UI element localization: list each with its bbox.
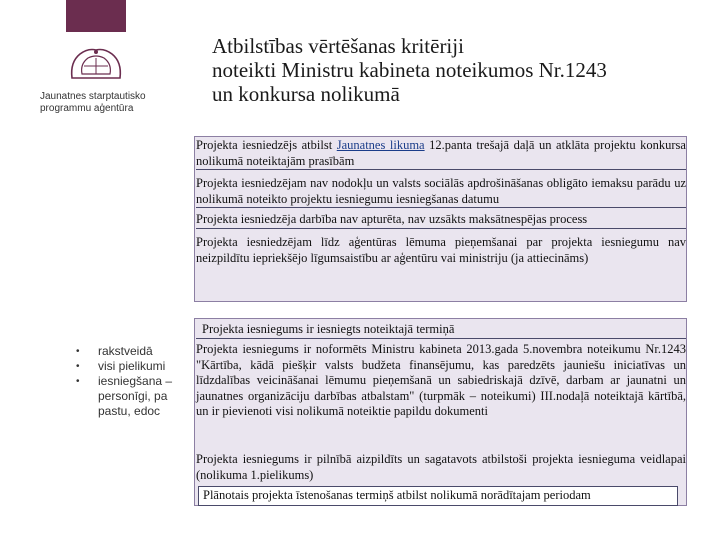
- criterion-4-text: Projekta iesniedzējam līdz aģentūras lēmuma pieņemšanai par projekta iesniegumu nav neizpildītu iepriekšējo līgumsaistību ar aģentūru vai ministriju (ja attiecināms): [196, 235, 686, 265]
- criterion-5-text: Projekta iesniegums ir iesniegts noteiktajā termiņā: [202, 322, 455, 336]
- title-line3: un konkursa nolikumā: [212, 82, 400, 106]
- list-item: • iesniegšana – personīgi, pa pastu, edoc: [76, 374, 186, 419]
- criterion-3-text: Projekta iesniedzēja darbība nav apturēta, nav uzsākts maksātnespējas process: [196, 212, 588, 226]
- criterion-6-text: Projekta iesniegums ir noformēts Ministru kabineta 2013.gada 5.novembra noteikumu Nr.1243 "Kārtība, kādā piešķir valsts budžeta finansējumu, kas paredzēts jauniešu iniciatīvas un līdzdalības veicināšanai lēmumu pieņemšanā un sabiedriskajā dzīvē, darbam ar jaunatni un jaunatnes organizāciju darbības atbalstam" (turpmāk – noteikumi) III.nodaļā noteiktajā kārtībā, un ir pievienoti visi nolikumā noteiktie papildu dokumenti: [196, 342, 686, 418]
- criterion-7-text: Projekta iesniegums ir pilnībā aizpildīts un sagatavots atbilstoši projekta iesnieguma veidlapai (nolikuma 1.pielikums): [196, 452, 686, 482]
- list-item: • rakstveidā: [76, 344, 186, 359]
- title-line2: noteikti Ministru kabineta noteikumos Nr.1243: [212, 58, 607, 82]
- submission-methods-list: [76, 344, 186, 419]
- criterion-1-text-before: Projekta iesniedzējs atbilst: [196, 138, 337, 152]
- organization-name-line2: programmu aģentūra: [40, 103, 134, 114]
- criterion-1: [196, 138, 686, 170]
- criterion-5: [196, 322, 686, 339]
- criterion-2: [196, 176, 686, 208]
- criterion-4: [196, 235, 686, 266]
- title-line1: Atbilstības vērtēšanas kritēriji: [212, 34, 464, 58]
- logo-bar: [66, 0, 126, 32]
- criterion-6: [196, 342, 686, 420]
- organization-name: [40, 91, 160, 115]
- list-item: • visi pielikumi: [76, 359, 186, 374]
- organization-name-line1: Jaunatnes starptautisko: [40, 91, 146, 102]
- criterion-7: [196, 452, 686, 483]
- criterion-8: [198, 486, 678, 506]
- criterion-3: [196, 212, 686, 229]
- page-title: [212, 34, 702, 106]
- youth-law-link[interactable]: Jaunatnes likuma: [336, 138, 425, 152]
- criterion-2-text: Projekta iesniedzējam nav nodokļu un valsts sociālās apdrošināšanas obligāto iemaksu parādu uz nolikumā noteikto projektu iesniegumu iesniegšanas datumu: [196, 176, 686, 206]
- coat-of-arms-icon: [66, 44, 126, 84]
- criterion-8-text: Plānotais projekta īstenošanas termiņš atbilst nolikumā norādītajam periodam: [203, 488, 591, 502]
- criterion-1-text-after: 12.panta trešajā daļā un atklāta projektu konkursa nolikumā noteiktajām prasībām: [196, 138, 686, 168]
